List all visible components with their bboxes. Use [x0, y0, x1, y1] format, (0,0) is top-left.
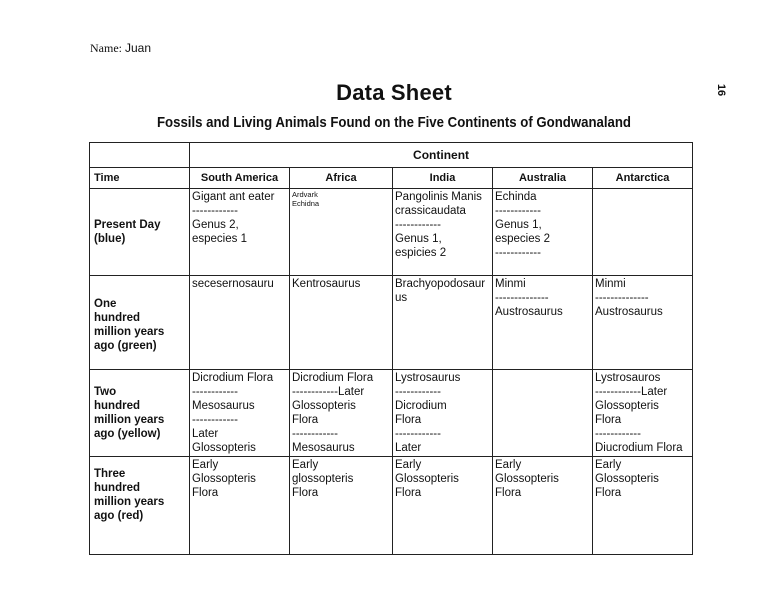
page-subtitle: Fossils and Living Animals Found on the Five Continents of Gondwanaland	[156, 114, 631, 131]
table-cell: Early glossopteris Flora	[290, 457, 393, 555]
table-cell: Early Glossopteris Flora	[593, 457, 693, 555]
column-header-australia: Australia	[493, 168, 593, 189]
page-number: 16	[715, 83, 728, 97]
table-row	[90, 189, 693, 276]
table-row	[90, 457, 693, 555]
table-cell: Echinda ------------ Genus 1, especies 2 ------------	[493, 189, 593, 276]
data-table	[89, 142, 693, 555]
row-label-one-hundred: One hundred million years ago (green)	[90, 276, 190, 370]
table-cell: Ardvark Echidna	[290, 189, 393, 276]
table-cell: Dicrodium Flora ------------Later Glossopteris Flora ------------ Mesosaurus	[290, 370, 393, 457]
table-cell: Gigant ant eater ------------ Genus 2, especies 1	[190, 189, 290, 276]
table-row	[90, 370, 693, 457]
table-cell: Pangolinis Manis crassicaudata ------------ Genus 1, espicies 2	[393, 189, 493, 276]
table-cell: secesernosauru	[190, 276, 290, 370]
name-label: Name:	[90, 41, 122, 55]
table-cell: Lystrosauros ------------Later Glossopteris Flora ------------ Diucrodium Flora	[593, 370, 693, 457]
table-cell: Early Glossopteris Flora	[393, 457, 493, 555]
row-label-three-hundred: Three hundred million years ago (red)	[90, 457, 190, 555]
table-cell: Kentrosaurus	[290, 276, 393, 370]
column-header-africa: Africa	[290, 168, 393, 189]
column-header-antarctica: Antarctica	[593, 168, 693, 189]
column-header-south-america: South America	[190, 168, 290, 189]
continent-header: Continent	[190, 143, 693, 168]
name-line	[90, 41, 151, 56]
row-label-present-day: Present Day (blue)	[90, 189, 190, 276]
table-cell: Brachyopodosaur us	[393, 276, 493, 370]
page-title: Data Sheet	[336, 80, 452, 105]
table-cell: Dicrodium Flora ------------ Mesosaurus ------------ Later Glossopteris	[190, 370, 290, 457]
table-cell: Lystrosaurus ------------ Dicrodium Flora ------------ Later	[393, 370, 493, 457]
column-header-india: India	[393, 168, 493, 189]
row-label-two-hundred: Two hundred million years ago (yellow)	[90, 370, 190, 457]
column-header-time: Time	[90, 168, 190, 189]
table-cell: Early Glossopteris Flora	[493, 457, 593, 555]
table-cell: Early Glossopteris Flora	[190, 457, 290, 555]
name-value: Juan	[125, 41, 152, 55]
table-cell	[493, 370, 593, 457]
table-cell: Minmi -------------- Austrosaurus	[493, 276, 593, 370]
table-corner	[90, 143, 190, 168]
table-cell: Minmi -------------- Austrosaurus	[593, 276, 693, 370]
table-cell	[593, 189, 693, 276]
table-row	[90, 276, 693, 370]
